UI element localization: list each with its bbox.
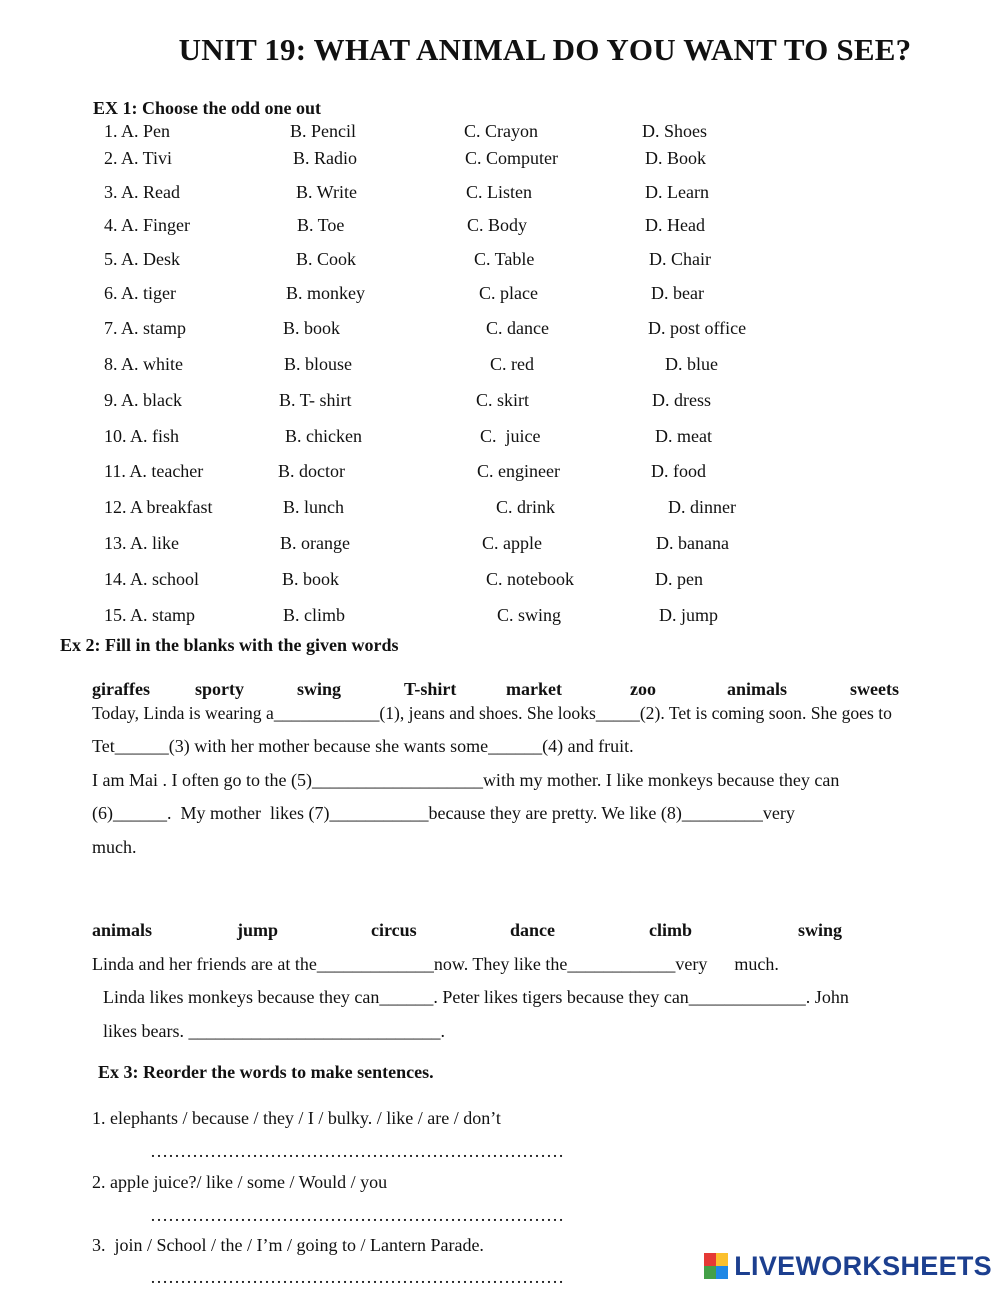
option-b: B. doctor: [278, 461, 345, 481]
option-d: D. food: [651, 461, 706, 481]
option-b: B. Toe: [297, 215, 345, 235]
ex1-item: [0, 283, 1000, 309]
word-bank-word: giraffes: [92, 679, 150, 699]
answer-line[interactable]: ……………………………………………………………: [150, 1141, 564, 1161]
option-a: 6. A. tiger: [104, 283, 176, 303]
answer-line[interactable]: ……………………………………………………………: [150, 1205, 564, 1225]
ex1-item: [0, 569, 1000, 595]
word-bank-word: swing: [798, 920, 843, 940]
option-b: B. Radio: [293, 148, 358, 168]
option-c: C. place: [479, 283, 538, 303]
ex1-item: [0, 390, 1000, 416]
paragraph-line: Today, Linda is wearing a____________(1), jeans and shoes. She looks_____(2). Tet is coming soon. She goes to: [92, 703, 892, 723]
paragraph-line: much.: [92, 837, 137, 857]
option-a: 11. A. teacher: [104, 461, 204, 481]
paragraph-line: Linda and her friends are at the_____________now. They like the____________very much.: [92, 954, 779, 974]
option-d: D. Book: [645, 148, 707, 168]
liveworksheets-logo: [704, 1249, 992, 1283]
ex1-item: [0, 605, 1000, 631]
logo-square: [704, 1266, 716, 1279]
option-b: B. lunch: [283, 497, 344, 517]
option-a: 8. A. white: [104, 354, 183, 374]
paragraph-line: I am Mai . I often go to the (5)___________________with my mother. I like monkeys because they can: [92, 770, 840, 790]
word-bank-word: dance: [510, 920, 555, 940]
reorder-prompt: 2. apple juice?/ like / some / Would / you: [92, 1172, 388, 1192]
word-bank-word: sporty: [195, 679, 244, 699]
ex2-heading: Ex 2: Fill in the blanks with the given words: [60, 635, 399, 655]
option-d: D. Head: [645, 215, 705, 235]
option-c: C. Computer: [465, 148, 558, 168]
paragraph-line: (6)______. My mother likes (7)___________because they are pretty. We like (8)_________very: [92, 803, 795, 823]
word-bank-word: zoo: [630, 679, 656, 699]
option-a: 13. A. like: [104, 533, 179, 553]
option-c: C. apple: [482, 533, 542, 553]
option-a: 12. A breakfast: [104, 497, 213, 517]
logo-text: LIVEWORKSHEETS: [734, 1250, 992, 1281]
option-c: C. Listen: [466, 182, 532, 202]
word-bank-word: animals: [92, 920, 153, 940]
option-b: B. Write: [296, 182, 357, 202]
option-c: C. red: [490, 354, 534, 374]
ex3-heading: Ex 3: Reorder the words to make sentences.: [98, 1062, 434, 1082]
option-a: 9. A. black: [104, 390, 182, 410]
option-b: B. chicken: [285, 426, 362, 446]
option-d: D. meat: [655, 426, 712, 446]
word-bank-word: climb: [649, 920, 692, 940]
option-a: 5. A. Desk: [104, 249, 180, 269]
word-bank-word: sweets: [850, 679, 899, 699]
ex1-item: [0, 497, 1000, 523]
option-d: D. bear: [651, 283, 704, 303]
ex1-item: [0, 121, 1000, 147]
page-title: UNIT 19: WHAT ANIMAL DO YOU WANT TO SEE?: [178, 32, 912, 67]
ex1-item: [0, 182, 1000, 208]
paragraph-line: likes bears. ____________________________.: [103, 1021, 445, 1041]
word-bank-word: animals: [727, 679, 788, 699]
option-c: C. skirt: [476, 390, 530, 410]
ex1-item: [0, 249, 1000, 275]
option-c: C. dance: [486, 318, 549, 338]
word-bank-word: swing: [297, 679, 342, 699]
option-a: 10. A. fish: [104, 426, 180, 446]
option-b: B. book: [282, 569, 340, 589]
option-c: C. engineer: [477, 461, 560, 481]
option-c: C. drink: [496, 497, 556, 517]
paragraph-line: Tet______(3) with her mother because she wants some______(4) and fruit.: [92, 736, 634, 756]
option-b: B. climb: [283, 605, 345, 625]
ex1-item: [0, 354, 1000, 380]
option-c: C. swing: [497, 605, 562, 625]
option-b: B. orange: [280, 533, 350, 553]
option-b: B. T- shirt: [279, 390, 352, 410]
option-d: D. banana: [656, 533, 729, 553]
option-d: D. blue: [665, 354, 718, 374]
word-bank-word: T-shirt: [404, 679, 457, 699]
option-a: 3. A. Read: [104, 182, 180, 202]
option-c: C. Crayon: [464, 121, 538, 141]
ex1-heading: EX 1: Choose the odd one out: [93, 98, 322, 118]
ex1-item: [0, 533, 1000, 559]
option-c: C. notebook: [486, 569, 574, 589]
option-c: C. Table: [474, 249, 535, 269]
logo-square: [716, 1253, 728, 1266]
option-c: C. Body: [467, 215, 528, 235]
option-b: B. Pencil: [290, 121, 356, 141]
ex1-item: [0, 426, 1000, 452]
option-a: 15. A. stamp: [104, 605, 196, 625]
ex1-item: [0, 318, 1000, 344]
option-a: 1. A. Pen: [104, 121, 171, 141]
option-d: D. jump: [659, 605, 719, 625]
option-d: D. dinner: [668, 497, 736, 517]
option-b: B. book: [283, 318, 341, 338]
paragraph-line: Linda likes monkeys because they can______. Peter likes tigers because they can_____________. John: [103, 987, 849, 1007]
answer-line[interactable]: ……………………………………………………………: [150, 1267, 564, 1287]
word-bank-word: market: [506, 679, 562, 699]
option-d: D. Learn: [645, 182, 709, 202]
option-d: D. post office: [648, 318, 747, 338]
option-d: D. pen: [655, 569, 703, 589]
logo-square: [716, 1266, 728, 1279]
word-bank-word: circus: [371, 920, 417, 940]
option-b: B. Cook: [296, 249, 357, 269]
option-d: D. dress: [652, 390, 711, 410]
ex1-item: [0, 215, 1000, 241]
option-a: 4. A. Finger: [104, 215, 191, 235]
option-b: B. blouse: [284, 354, 353, 374]
word-bank-word: jump: [237, 920, 279, 940]
option-d: D. Chair: [649, 249, 711, 269]
logo-square: [704, 1253, 716, 1266]
ex1-item: [0, 461, 1000, 487]
option-a: 14. A. school: [104, 569, 200, 589]
reorder-prompt: 3. join / School / the / I’m / going to / Lantern Parade.: [92, 1235, 484, 1255]
option-a: 7. A. stamp: [104, 318, 187, 338]
option-a: 2. A. Tivi: [104, 148, 173, 168]
reorder-prompt: 1. elephants / because / they / I / bulky. / like / are / don’t: [92, 1108, 501, 1128]
ex1-item: [0, 148, 1000, 174]
option-b: B. monkey: [286, 283, 365, 303]
option-d: D. Shoes: [642, 121, 708, 141]
logo-icon: [704, 1253, 728, 1279]
option-c: C. juice: [480, 426, 541, 446]
